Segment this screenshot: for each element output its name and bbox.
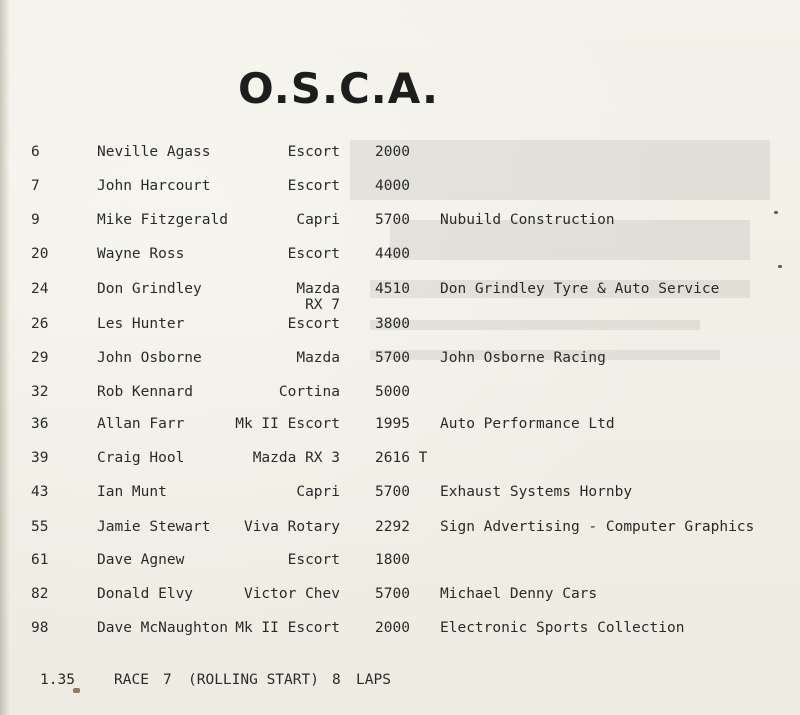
entry-row — [0, 178, 800, 200]
entry-sponsor: Electronic Sports Collection — [440, 620, 685, 636]
entry-car: Victor Chev — [243, 586, 340, 602]
entry-engine: 5700 — [375, 586, 410, 602]
entry-engine: 5000 — [375, 384, 410, 400]
entry-row — [0, 384, 800, 406]
entry-number: 55 — [31, 519, 49, 535]
entry-engine: 4000 — [375, 178, 410, 194]
entry-number: 32 — [31, 384, 49, 400]
entry-driver: Allan Farr — [97, 416, 185, 432]
entry-sponsor: Auto Performance Ltd — [440, 416, 615, 432]
entry-driver: John Osborne — [97, 350, 202, 366]
entry-number: 98 — [31, 620, 49, 636]
entry-car: Escort — [287, 552, 340, 568]
entry-row — [0, 316, 800, 338]
entry-car: Cortina — [278, 384, 340, 400]
entry-engine: 3800 — [375, 316, 410, 332]
entry-car: Mazda — [296, 350, 340, 366]
entry-engine: 1995 — [375, 416, 410, 432]
entry-car: Mk II Escort — [235, 620, 340, 636]
entry-car: Escort — [287, 178, 340, 194]
entry-driver: Neville Agass — [97, 144, 211, 160]
entry-engine: 5700 — [375, 484, 410, 500]
entry-car: Mazda RX 3 — [252, 450, 340, 466]
entry-driver: Rob Kennard — [97, 384, 194, 400]
race-laps-label: LAPS — [356, 672, 391, 688]
entry-car: Escort — [287, 316, 340, 332]
entry-driver: Craig Hool — [97, 450, 185, 466]
entry-car: Escort — [287, 246, 340, 262]
entry-row — [0, 519, 800, 541]
entry-row — [0, 450, 800, 472]
paper-speck — [778, 265, 782, 268]
entry-car: Viva Rotary — [243, 519, 340, 535]
entry-number: 29 — [31, 350, 49, 366]
race-heading — [40, 672, 740, 694]
entry-sponsor: Nubuild Construction — [440, 212, 615, 228]
entry-engine: 2616 T — [375, 450, 428, 466]
entry-engine: 5700 — [375, 350, 410, 366]
entry-engine: 4400 — [375, 246, 410, 262]
entry-number: 43 — [31, 484, 49, 500]
entry-car: Mk II Escort — [235, 416, 340, 432]
entry-number: 61 — [31, 552, 49, 568]
entry-row — [0, 144, 800, 166]
entry-row — [0, 281, 800, 313]
entry-number: 9 — [31, 212, 40, 228]
page-title: O.S.C.A. — [238, 64, 439, 113]
entry-car: Capri — [296, 212, 340, 228]
entry-engine: 1800 — [375, 552, 410, 568]
entry-number: 20 — [31, 246, 49, 262]
entry-row — [0, 484, 800, 506]
entry-driver: Ian Munt — [97, 484, 167, 500]
entry-car: Escort — [287, 144, 340, 160]
race-number: 7 — [163, 672, 172, 688]
entry-driver: Jamie Stewart — [97, 519, 211, 535]
entry-row — [0, 416, 800, 438]
entry-car: Capri — [296, 484, 340, 500]
entry-driver: Don Grindley — [97, 281, 202, 297]
entry-row — [0, 350, 800, 372]
entry-engine: 2000 — [375, 620, 410, 636]
entry-driver: Les Hunter — [97, 316, 185, 332]
entry-car-line2: RX 7 — [305, 297, 340, 313]
entry-engine: 2000 — [375, 144, 410, 160]
entry-engine: 2292 — [375, 519, 410, 535]
entry-row — [0, 586, 800, 608]
entry-driver: Mike Fitzgerald — [97, 212, 228, 228]
entry-number: 7 — [31, 178, 40, 194]
race-start-type: (ROLLING START) — [188, 672, 319, 688]
paper-speck — [73, 688, 80, 693]
entry-number: 26 — [31, 316, 49, 332]
entry-number: 82 — [31, 586, 49, 602]
entry-sponsor: Exhaust Systems Hornby — [440, 484, 633, 500]
entry-driver: Wayne Ross — [97, 246, 185, 262]
entry-sponsor: Michael Denny Cars — [440, 586, 598, 602]
entry-driver: John Harcourt — [97, 178, 211, 194]
race-label: RACE — [114, 672, 149, 688]
entry-number: 39 — [31, 450, 49, 466]
entry-row — [0, 620, 800, 642]
entry-number: 36 — [31, 416, 49, 432]
entry-row — [0, 212, 800, 234]
entry-driver: Donald Elvy — [97, 586, 194, 602]
entry-number: 6 — [31, 144, 40, 160]
paper-speck — [774, 211, 778, 214]
entry-row — [0, 552, 800, 574]
race-time: 1.35 — [40, 672, 75, 688]
entry-engine: 5700 — [375, 212, 410, 228]
entry-driver: Dave Agnew — [97, 552, 185, 568]
entry-row — [0, 246, 800, 268]
entry-car: Mazda — [296, 281, 340, 297]
race-laps: 8 — [332, 672, 341, 688]
entry-engine: 4510 — [375, 281, 410, 297]
entry-driver: Dave McNaughton — [97, 620, 228, 636]
entry-number: 24 — [31, 281, 49, 297]
entry-sponsor: John Osborne Racing — [440, 350, 606, 366]
entry-sponsor: Sign Advertising - Computer Graphics — [440, 519, 755, 535]
entry-sponsor: Don Grindley Tyre & Auto Service — [440, 281, 720, 297]
